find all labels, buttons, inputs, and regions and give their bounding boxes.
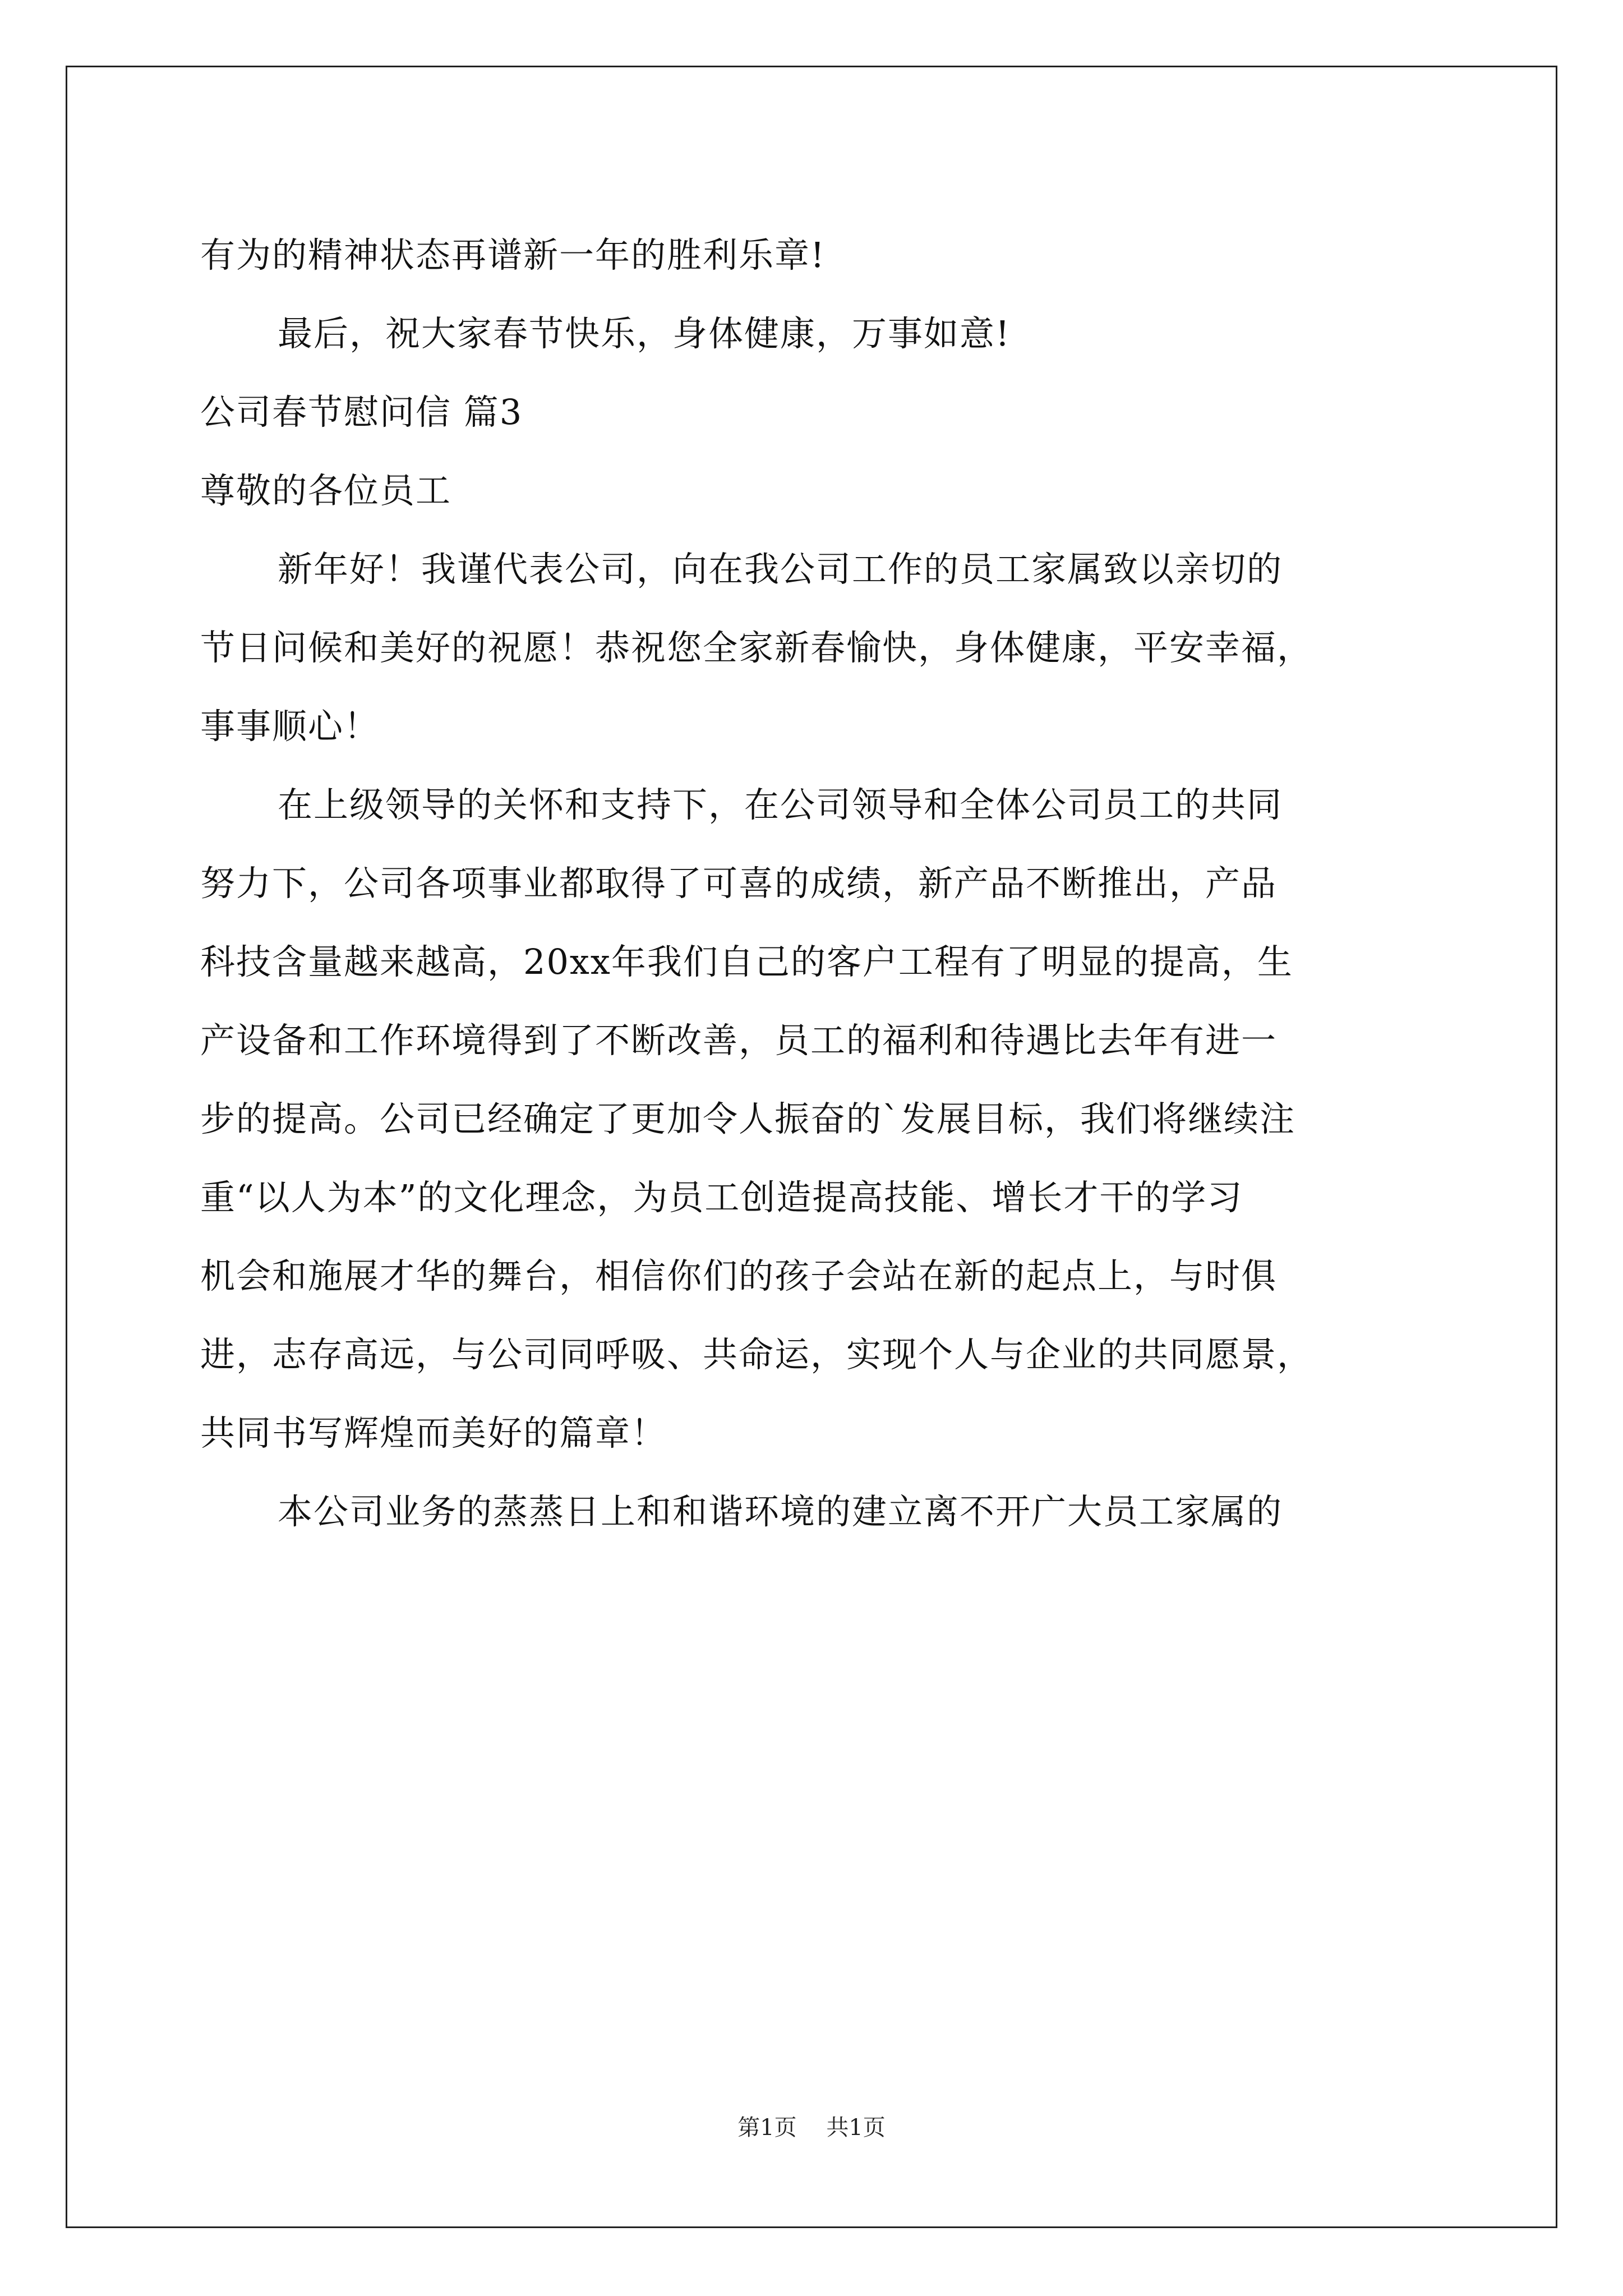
text-line: 最后，祝大家春节快乐，身体健康，万事如意! (278, 313, 1011, 354)
text-line: 产设备和工作环境得到了不断改善，员工的福利和待遇比去年有进一 (200, 1020, 1278, 1061)
text-line: 努力下，公司各项事业都取得了可喜的成绩，新产品不断推出，产品 (200, 863, 1278, 904)
text-line: 本公司业务的蒸蒸日上和和谐环境的建立离不开广大员工家属的 (278, 1491, 1283, 1532)
text-line: 步的提高。公司已经确定了更加令人振奋的`发展目标，我们将继续注 (200, 1098, 1296, 1139)
page-total: 共1页 (826, 2115, 886, 2141)
text-line: 在上级领导的关怀和支持下，在公司领导和全体公司员工的共同 (278, 784, 1283, 825)
page-footer (0, 2111, 1623, 2145)
text-line: 进，志存高远，与公司同呼吸、共命运，实现个人与企业的共同愿景， (200, 1334, 1313, 1375)
text-line: 新年好！我谨代表公司，向在我公司工作的员工家属致以亲切的 (278, 549, 1283, 590)
text-line: 节日问候和美好的祝愿！恭祝您全家新春愉快，身体健康，平安幸福， (200, 627, 1313, 668)
text-line: 科技含量越来越高，20xx年我们自己的客户工程有了明显的提高，生 (200, 941, 1293, 982)
text-line: 共同书写辉煌而美好的篇章！ (200, 1412, 667, 1453)
text-line: 重“以人为本”的文化理念，为员工创造提高技能、增长才干的学习 (200, 1177, 1243, 1218)
text-line: 机会和施展才华的舞台，相信你们的孩子会站在新的起点上，与时俱 (200, 1255, 1278, 1296)
page-number: 第1页 (737, 2115, 797, 2141)
text-line: 尊敬的各位员工 (200, 470, 452, 511)
text-line: 公司春节慰问信 篇3 (200, 392, 523, 432)
text-line: 事事顺心！ (200, 706, 380, 747)
text-line: 有为的精神状态再谱新一年的胜利乐章! (200, 234, 826, 275)
document-body (200, 216, 1442, 1551)
